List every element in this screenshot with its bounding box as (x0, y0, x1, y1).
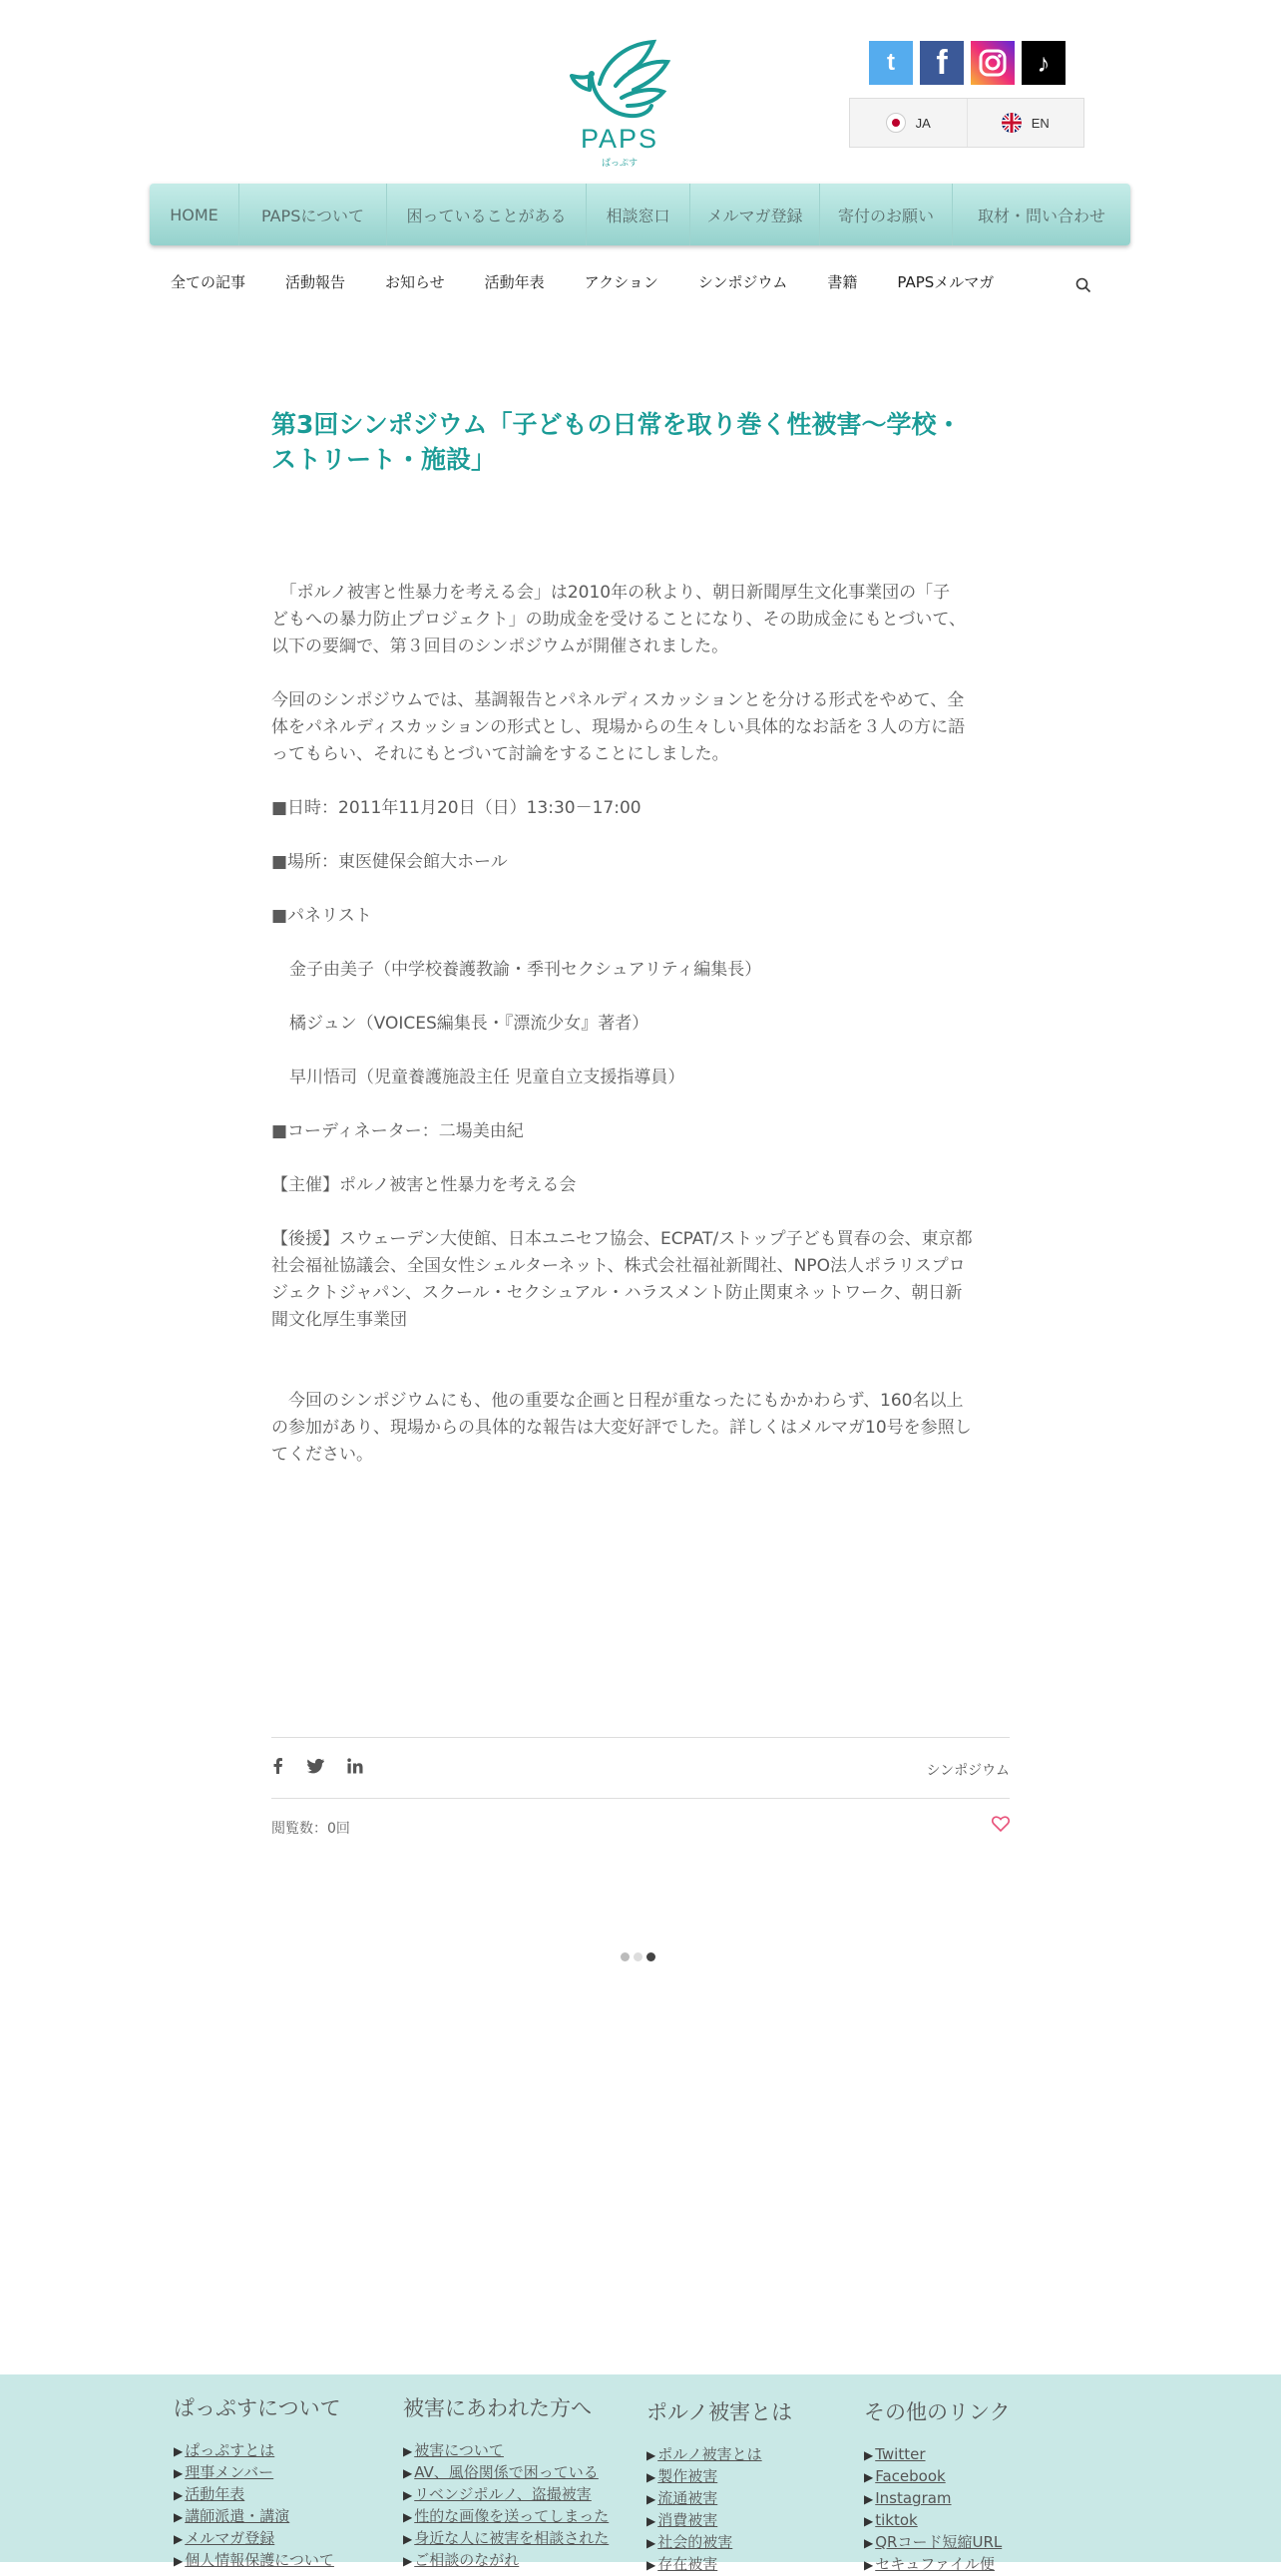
panelist-item: 金子由美子（中学校養護教諭・季刊セクシュアリティ編集長） (289, 960, 762, 980)
paragraph-intro-3: 以下の要綱で、第３回目のシンポジウムが開催されました。 (271, 637, 729, 656)
footer-link: ▶ 被害について (403, 2440, 609, 2462)
panelist-heading: ■パネリスト (271, 906, 372, 926)
lang-ja-option[interactable] (850, 99, 967, 147)
twitter-share-icon[interactable] (307, 1758, 325, 1774)
category-action[interactable]: アクション (584, 273, 658, 291)
footer-link: ▶ リベンジポルノ、盗撮被害 (403, 2484, 609, 2506)
post-title (271, 407, 1012, 477)
footer-link: ▶ ポルノ被害とは (646, 2444, 792, 2466)
logo-text: PAPS (580, 124, 659, 154)
footer-link: ▶ 社会的被害 (646, 2532, 792, 2554)
event-date: ■日時：2011年11月20日（日）13:30－17:00 (271, 798, 641, 818)
footer-link: ▶ 性的な画像を送ってしまった (403, 2506, 609, 2528)
category-books[interactable]: 書籍 (827, 273, 858, 291)
heart-icon[interactable] (992, 1816, 1010, 1832)
post-category-link[interactable]: シンポジウム (926, 1763, 1010, 1779)
footer-col-about (174, 2392, 341, 2572)
category-symposium[interactable]: シンポジウム (697, 273, 788, 291)
paragraph-format-2: 体をパネルディスカッションの形式とし、現場からの生々しい具体的なお話を３人の方に語 (271, 717, 966, 737)
main-navigation (150, 184, 1130, 245)
loading-dot (621, 1952, 630, 1961)
footer-link: ▶ QRコード短縮URL (864, 2532, 1011, 2554)
post-title-line-1: 第3回シンポジウム「子どもの日常を取り巻く性被害～学校・ (271, 410, 962, 439)
footer-link: ▶ 講師派遣・講演 (174, 2506, 341, 2528)
closing-line: の参加があり、現場からの具体的な報告は大変好評でした。詳しくはメルマガ10号を参照し (271, 1418, 972, 1438)
event-place: ■場所：東医健保会館大ホール (271, 852, 508, 872)
loading-indicator (621, 1952, 655, 1961)
footer-link: ▶ メルマガ登録 (174, 2528, 341, 2550)
lang-en-label: EN (1031, 115, 1050, 131)
view-count: 閲覧数：0回 (271, 1821, 350, 1837)
blog-post (271, 407, 1012, 1469)
footer-link: ▶ Twitter (864, 2444, 1011, 2466)
footer-link: ▶ ぱっぷすとは (174, 2440, 341, 2462)
nav-consult[interactable]: 相談窓口 (587, 184, 690, 245)
footer-link: ▶ 活動年表 (174, 2484, 341, 2506)
supporters-line: 【後援】スウェーデン大使館、日本ユニセフ協会、ECPAT/ストップ子ども買春の会、東京都 (271, 1229, 973, 1249)
japan-flag-icon (886, 113, 906, 133)
supporters-line: 社会福祉協議会、全国女性シェルターネット、株式会社福祉新聞社、NPO法人ポラリスプロ (271, 1256, 966, 1276)
facebook-share-icon[interactable] (271, 1758, 285, 1774)
footer-link: ▶ 製作被害 (646, 2466, 792, 2488)
footer-link: ▶ 流通被害 (646, 2488, 792, 2510)
category-timeline[interactable]: 活動年表 (484, 273, 545, 291)
dove-logo-icon (570, 38, 669, 130)
footer-col-porn-harm (646, 2396, 792, 2576)
twitter-icon[interactable]: t (869, 41, 913, 85)
nav-home[interactable]: HOME (150, 184, 239, 245)
footer-link: ▶ AV、風俗関係で困っている (403, 2462, 609, 2484)
category-news[interactable]: お知らせ (385, 273, 445, 291)
paragraph-format-1: 今回のシンポジウムでは、基調報告とパネルディスカッションとを分ける形式をやめて、全 (271, 690, 965, 710)
post-stats (271, 1818, 1010, 1838)
language-switcher (849, 98, 1084, 148)
footer-col-title: ポルノ被害とは (646, 2400, 793, 2424)
paragraph-intro-1: 「ポルノ被害と性暴力を考える会」は2010年の秋より、朝日新聞厚生文化事業団の「子 (271, 583, 951, 603)
nav-contact[interactable]: 取材・問い合わせ (977, 206, 1105, 225)
post-title-line-2: ストリート・施設」 (271, 445, 497, 474)
panelist-item: 早川悟司（児童養護施設主任 児童自立支援指導員） (289, 1068, 685, 1087)
nav-trouble[interactable]: 困っていることがある (387, 184, 587, 245)
footer-link: ▶ Instagram (864, 2488, 1011, 2510)
footer-link: ▶ Facebook (864, 2466, 1011, 2488)
nav-about[interactable]: PAPSについて (239, 184, 387, 245)
site-footer (0, 2374, 1281, 2573)
nav-newsletter[interactable]: メルマガ登録 (690, 184, 820, 245)
lang-en-option[interactable] (967, 99, 1084, 147)
footer-link: ▶ 理事メンバー (174, 2462, 341, 2484)
supporters-line: 聞文化厚生事業団 (271, 1310, 407, 1330)
tiktok-icon[interactable]: ♪ (1022, 41, 1066, 85)
instagram-icon[interactable] (971, 41, 1015, 85)
search-icon[interactable] (1075, 277, 1091, 293)
closing-line: 今回のシンポジウムにも、他の重要な企画と日程が重なったにもかかわらず、160名以上 (271, 1391, 964, 1411)
loading-dot (634, 1952, 642, 1961)
panelist-item: 橘ジュン（VOICES編集長・『漂流少女』著者） (289, 1014, 649, 1034)
linkedin-share-icon[interactable] (347, 1758, 363, 1774)
footer-link: ▶ 身近な人に被害を相談された (403, 2528, 609, 2550)
organizer: 【主催】ポルノ被害と性暴力を考える会 (271, 1175, 577, 1195)
supporters-line: ジェクトジャパン、スクール・セクシュアル・ハラスメント防止関東ネットワーク、朝日新 (271, 1283, 963, 1303)
social-links (869, 41, 1066, 85)
footer-col-title: ぱっぷすについて (174, 2396, 341, 2420)
logo-subtext: ぱっぷす (601, 159, 638, 169)
footer-link: ▶ 個人情報保護について (174, 2550, 341, 2572)
paps-logo[interactable] (565, 38, 674, 174)
category-navigation (171, 271, 1034, 292)
coordinator: ■コーディネーター：二場美由紀 (271, 1121, 524, 1141)
footer-link: ▶ ご相談のながれ (403, 2550, 609, 2572)
footer-link: ▶ セキュファイル便 (864, 2554, 1011, 2576)
footer-col-other-links (864, 2396, 1011, 2576)
category-newsletter[interactable]: PAPSメルマガ (897, 273, 995, 291)
footer-link: ▶ 消費被害 (646, 2510, 792, 2532)
footer-col-victims (403, 2392, 609, 2572)
loading-dot (646, 1952, 655, 1961)
share-bar (271, 1737, 1010, 1799)
category-all[interactable]: 全ての記事 (171, 273, 246, 291)
post-body (271, 553, 1012, 1469)
paragraph-format-3: ってもらい、それにもとづいて討論をすることにしました。 (271, 744, 729, 764)
footer-link: ▶ tiktok (864, 2510, 1011, 2532)
category-reports[interactable]: 活動報告 (285, 273, 346, 291)
nav-donate[interactable]: 寄付のお願い (820, 184, 953, 245)
paragraph-intro-2: どもへの暴力防止プロジェクト」の助成金を受けることになり、その助成金にもとづいて、 (271, 610, 966, 630)
footer-link: ▶ 存在被害 (646, 2554, 792, 2576)
share-icons (271, 1758, 363, 1774)
closing-line: てください。 (271, 1445, 373, 1465)
uk-flag-icon (1002, 113, 1022, 133)
footer-col-title: 被害にあわれた方へ (403, 2396, 592, 2420)
lang-ja-label: JA (915, 115, 931, 131)
footer-col-title: その他のリンク (864, 2400, 1011, 2424)
facebook-icon[interactable]: f (920, 41, 964, 85)
